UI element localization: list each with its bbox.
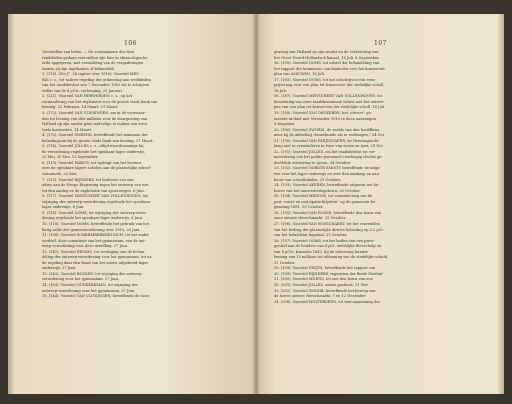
left-page bbox=[8, 14, 256, 394]
text-line: benoeming van eene raadskommissie belast met het ontwer- bbox=[274, 99, 385, 104]
text-line: 33. (202). Voorstel SMOOR, betreffende het beroep van bbox=[274, 288, 376, 293]
right-page-edge bbox=[498, 14, 504, 394]
text-line: 28. (197). Voorstel OOMS, tot het heffen van een provi- bbox=[274, 238, 375, 243]
text-line: Voorstellen van leden. — De voornaamste der door bbox=[42, 50, 135, 54]
text-line: de verordening regelende het openbaar lager onderwijs, bbox=[42, 149, 146, 154]
text-line: 11. (108). Voorstel SCHERMBEEKHINNICH, tot het ander bbox=[42, 233, 150, 238]
text-line: gentief aan de houders van 4 pCt. stedelijke theeschulp en bbox=[274, 244, 382, 249]
text-line: 1. (116). (Zie J°. 24 rapiter over 1910). Voorstel MEY- bbox=[42, 72, 140, 77]
text-line: tuele kosmosten, 14 Maart. bbox=[42, 127, 93, 132]
text-line: 19. (188). Voorstel VAN DECKEBDE, het ,uitvoer'' ge- bbox=[274, 111, 372, 116]
text-line: welke van de 4 pCts. verlenging, 25 Januari. bbox=[42, 88, 123, 93]
text-line: 10. (118). Voorstel OOMS, betreffende het gebruik van het bbox=[42, 221, 150, 226]
text-line: deling der ontwerp-verordening voor het gymnasium, tot na bbox=[42, 255, 152, 260]
text-line: post »vaste en anticipatie-biljetten'' op de gemeente-be- bbox=[274, 199, 377, 204]
text-line: dening regelende het openbaar lager onderwijs, 6 Juni. bbox=[42, 216, 143, 221]
text-line: 5. (114). Voorstel JOLLES c. s., altijd woordsommige bij bbox=[42, 144, 144, 149]
text-line: 2. (121). Voorstel VAN HERWERDEN c. s., op het bbox=[42, 94, 133, 99]
text-line: ven voor het lager onderwijs en over den aankoop en aan- bbox=[274, 172, 380, 177]
text-line: 3. (172). Voorstel VAN VLISSINGEN, om in de voorwaar- bbox=[42, 111, 146, 116]
text-line: van 4 pCts. konsoles 1842, bij de inlevering hunner bbox=[274, 249, 368, 254]
text-line: 18. (187). Voorstel MENSCHERT VAN VOLLENHOVEN, tot bbox=[274, 94, 383, 99]
text-line: het Groot Noord-Hollandsch kanaal, 18 Juli, 8 September. bbox=[274, 55, 380, 60]
text-line: het rapport der kommissie van financiën over het konservati- bbox=[274, 66, 386, 71]
text-line: 24. (193). Voorstel AKEREN, betreffende uitgaven ten be- bbox=[274, 183, 380, 188]
left-page-text bbox=[42, 50, 232, 300]
text-line: graving van Holland op zijn smalst en de verbetering van bbox=[274, 50, 379, 54]
text-line: lager onderwijs, 6 Juni. bbox=[42, 205, 85, 210]
text-line: 30. (199). Voorstel RIJNDERS, tegensten der Reale Gasthui- bbox=[274, 271, 384, 276]
text-line: 12. (141). Voorstel REMMS, tot verdaging van de behan- bbox=[42, 249, 146, 254]
text-line: tot den aanleg en de exploitatie van spoorwegen, 6 Juni. bbox=[42, 188, 145, 193]
text-line: van het bedrag der plaatselijke directe belasting op 3.2 pCt. bbox=[274, 227, 385, 232]
text-line: 25. (194). Voorstel MENOSS, tot vermindering van de bbox=[274, 194, 373, 199]
text-line: leening, 22 Februari, 14 Maart, 21 Maart. bbox=[42, 105, 119, 110]
text-line: grooting 1881, 25 October. bbox=[274, 205, 324, 210]
book-gutter bbox=[252, 14, 260, 394]
text-line: de regeling daar den Raad van het nieuw uitgebreid lager bbox=[42, 260, 149, 265]
text-line: 16. (195). Voorstel OOMS, tot uitstel der behandeling van bbox=[274, 61, 380, 66]
text-line: 32. (201). Voorstel JOLLES, nieuw gasthuis, 21 Nov. bbox=[274, 282, 369, 287]
text-line: 23. (192). Voorstel OORSTE SMOOT, betreffende de uitga- bbox=[274, 166, 381, 171]
text-line: vermindering van het reglement voor de groote stads bank van bbox=[42, 99, 158, 104]
text-line: bouw van schoollokalen, 25 October. bbox=[274, 177, 341, 182]
text-line: van het raadsbesluit van 7 December 1910 tot te schrijven bbox=[42, 83, 149, 88]
text-line: 34. (208). Voorstel WOLTERSEEN, tot niet-aanneming der bbox=[274, 299, 381, 304]
text-line: orde opgegeven, met vermelding van de vergaderingen bbox=[42, 61, 144, 66]
text-line: verordening voor het gymnasium, 27 Juni. bbox=[42, 277, 119, 282]
text-line: raadsleden gedane voorstellen zijn hier in chronologische bbox=[42, 55, 148, 60]
text-line: 9. (118). Voorstel OOMS, tot wijziging der ontwerp-veror- bbox=[42, 210, 148, 215]
text-line: 20. (180). Voorstel SWORM, de wedde van den hoofdkom- bbox=[274, 127, 380, 132]
text-line: 23 Mei, 30 Mei, 12 September. bbox=[42, 155, 99, 160]
text-line: den tot leening van drie millioen voor de doorgraving van bbox=[42, 116, 148, 121]
text-line: hoeve van het universiteitsgebouw, 25 October. bbox=[274, 188, 361, 193]
text-line: plan van ASSUNEN, 18 Juli. bbox=[274, 72, 326, 77]
text-line: batig saldo der gemeenterekening over 1910, 20 Juni. bbox=[42, 227, 141, 232]
text-line: pen van een plan tot konserveie der stedelijke scholl, 18 Juli. bbox=[274, 105, 386, 110]
text-line: werp-verordening voor deze instelling, 27 Juni. bbox=[42, 244, 128, 249]
text-line: 4. (170). Voorstel SMEENK, betreffende het minimum der bbox=[42, 133, 148, 138]
text-line: meente-archief met November 1910 te doen aanvangen, bbox=[274, 116, 377, 121]
text-line: 18 Juli. bbox=[274, 88, 287, 93]
text-line: 8. (117). Voorstel MENSCHERT VAN VOLLENHOVEN, tot bbox=[42, 194, 148, 199]
text-line: ontwerp-verordening voor het gymnasium, 27 Juni. bbox=[42, 288, 136, 293]
text-line: deeltelijk uitvoering te geven, 24 October. bbox=[274, 160, 351, 165]
text-line: 14. (163). Voorstel OUDKERKMAN, tot wijziging der bbox=[42, 282, 138, 287]
text-line: adres aan de Hooge Regeering tegen het ontwerp van wet bbox=[42, 183, 149, 188]
right-page-number: 107 bbox=[374, 40, 387, 47]
text-line: 26. (195). Voorstel VAN ROSSE, betreffende den bouw van bbox=[274, 210, 382, 215]
text-line: commissie, 23 Mei. bbox=[42, 172, 78, 177]
text-line: eene nieuwe vleeschmarkt, 25 October. bbox=[274, 216, 347, 221]
right-page-text bbox=[274, 50, 474, 305]
text-line: 21. (190). Voorstel VAN RHIJNSTAFER, de Heerengracht- bbox=[274, 138, 380, 143]
text-line: prijsvraag voor een plan tot konserveie der stedelijke scholl, bbox=[274, 83, 385, 88]
text-line: waarin zij zijn ingekomen of behandeld: bbox=[42, 66, 115, 71]
text-line: onderwijs, 27 Juni. bbox=[42, 266, 77, 271]
text-line: 6. (113). Voorstel FABIUS, tot opdragt van het bestuur bbox=[42, 160, 142, 165]
text-line: 29. (199). Voorstel FEIJTH, betreffende het rapport van bbox=[274, 266, 376, 271]
text-line: brug niet te verminderen in twee van storm en ijzer, 24 Oct. bbox=[274, 144, 384, 149]
text-line: meerdering van het politie-personeel voorloopig slechts ge- bbox=[274, 155, 383, 160]
text-line: 31. (200). Voorstel MOENS, tot een den bouw van een bbox=[274, 277, 373, 282]
text-line: 8 Augustus. bbox=[274, 122, 296, 127]
text-line: wijziging der ontwerp-verordening regelende het openbaar bbox=[42, 199, 151, 204]
open-book bbox=[8, 14, 504, 394]
left-page-edge bbox=[8, 14, 14, 394]
text-line: 31 October. bbox=[274, 260, 296, 265]
text-line: 22. (191). Voorstel JOLLES, om het raadsbesluit tot ver- bbox=[274, 149, 376, 154]
text-line: 17. (165). Voorstel OOMS, tot het uitschrijven van eene bbox=[274, 77, 376, 82]
text-line: oordeel, door commissie van het gymnasium, van de ont- bbox=[42, 238, 146, 243]
text-line: mies bij de afdeeling »bouwkunde als te verhoogen,'' 24 Oct. bbox=[274, 133, 386, 138]
text-line: Holland op zijn smalst geen nadeelige te maken van even- bbox=[42, 122, 149, 127]
text-line: leening van 13 millioen tot afdoening van de stedelijke schuld, bbox=[274, 255, 389, 260]
text-line: belastingsom bij de groote stads bank van leening, 21 Maart. bbox=[42, 138, 154, 143]
text-line: 15. (144). Voorstel VAN VLISSINGEN, betreffende de doos- bbox=[42, 294, 151, 299]
text-line: 7. (115). Voorstel RIJNDERS, tot herbouw van een bbox=[42, 177, 134, 182]
left-page-number: 106 bbox=[124, 40, 137, 47]
text-line: van het belastbaar kapitaal, 25 October. bbox=[274, 233, 348, 238]
right-page bbox=[256, 14, 504, 394]
text-line: over de openbare lagere scholen aan de plaatselijke school- bbox=[42, 166, 152, 171]
text-line: RIS c. s., tot nadere regeling der uitkeering aan werklieden bbox=[42, 77, 151, 82]
text-line: 27. (196). Voorstel VAN BOSSCHAERT, tot het voorstellen bbox=[274, 221, 380, 226]
text-line: de hoeve nieuwe vleeschmarkt, 7 en 12 December bbox=[274, 294, 366, 299]
text-line: 13. (142). Voorstel ROSSEN, tot wijziging der ontwerp- bbox=[42, 271, 143, 276]
